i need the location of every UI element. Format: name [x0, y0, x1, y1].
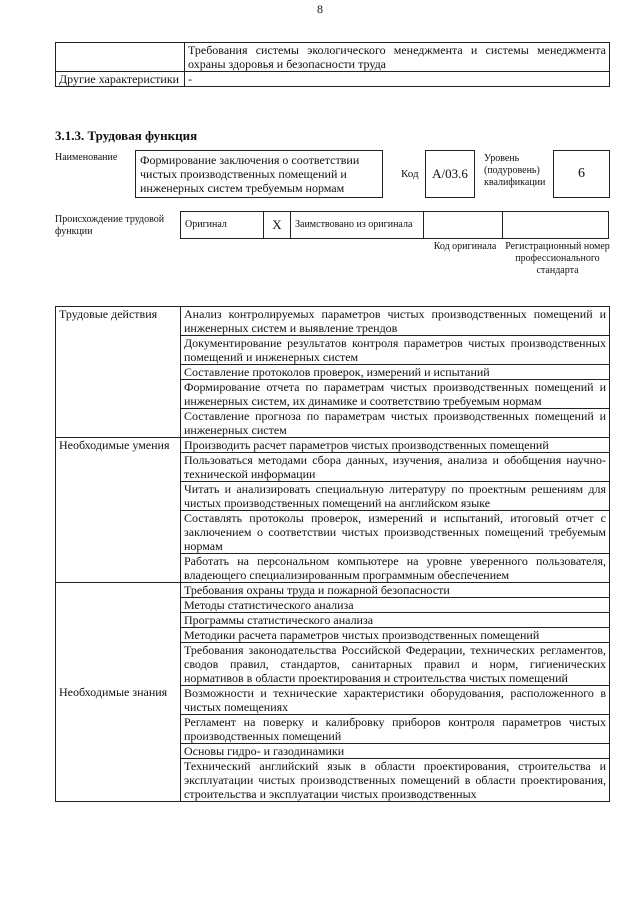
table-row	[56, 583, 610, 598]
original-mark: X	[264, 212, 291, 239]
table-cell-empty	[56, 43, 185, 72]
reg-caption: Регистрационный номер профессионального стандарта	[505, 241, 610, 276]
list-item: Основы гидро- и газодинамики	[181, 744, 610, 759]
list-item: Возможности и технические характеристики оборудования, расположенного в чистых помещениях	[181, 686, 610, 715]
list-item: Требования законодательства Российской Федерации, технических регламентов, сводов правил, стандартов, санитарных правил и норм, гигиенических нормативов в области проектирования и строительства чистых помещений	[181, 643, 610, 686]
function-name-box: Формирование заключения о соответствии чистых производственных помещений и инженерных систем требуемым нормам	[135, 150, 383, 198]
table-row	[56, 482, 610, 511]
list-item: Составлять протоколы проверок, измерений и испытаний, итоговый отчет с заключением о соответствии чистых производственных помещений требуемым нормам	[181, 511, 610, 554]
list-item: Регламент на поверку и калибровку приборов контроля параметров чистых производственных помещений	[181, 715, 610, 744]
borrowed-label: Заимствовано из оригинала	[291, 212, 424, 239]
list-item: Требования охраны труда и пожарной безопасности	[181, 583, 610, 598]
list-item: Технический английский язык в области проектирования, строительства и эксплуатации чистых производственных помещений в области проектирования, строительства и эксплуатации чистых производственных	[181, 759, 610, 802]
table-row	[181, 212, 609, 239]
table-row	[56, 438, 610, 453]
list-item: Документирование результатов контроля параметров чистых производственных помещений и инженерных систем	[181, 336, 610, 365]
table-row	[56, 72, 610, 87]
list-item: Читать и анализировать специальную литературу по проектным решениям для чистых производственных помещений на английском языке	[181, 482, 610, 511]
original-code-cell	[424, 212, 503, 239]
other-characteristics-value: -	[185, 72, 610, 87]
list-item: Программы статистического анализа	[181, 613, 610, 628]
list-item: Работать на персональном компьютере на уровне уверенного пользователя, владеющего специализированным программным обеспечением	[181, 554, 610, 583]
characteristics-table	[55, 42, 610, 87]
section-title: 3.1.3. Трудовая функция	[55, 128, 198, 143]
table-row	[56, 380, 610, 409]
table-row	[56, 409, 610, 438]
category-skills: Необходимые умения	[56, 438, 181, 453]
list-item: Методы статистического анализа	[181, 598, 610, 613]
list-item: Анализ контролируемых параметров чистых производственных помещений и инженерных систем и выявление трендов	[181, 307, 610, 336]
code-caption: Код оригинала	[433, 241, 497, 252]
table-row	[56, 453, 610, 482]
requirements-cell: Требования системы экологического менеджмента и системы менеджмента охраны здоровья и безопасности труда	[185, 43, 610, 72]
page-number: 8	[317, 2, 323, 16]
level-value-box: 6	[553, 150, 610, 198]
code-label: Код	[401, 168, 419, 180]
list-item: Производить расчет параметров чистых производственных помещений	[181, 438, 610, 453]
origin-table	[180, 211, 609, 239]
reg-number-cell	[503, 212, 609, 239]
list-item: Формирование отчета по параметрам чистых производственных помещений и инженерных систем, их динамике и соответствию требуемым нормам	[181, 380, 610, 409]
list-item: Методики расчета параметров чистых производственных помещений	[181, 628, 610, 643]
list-item: Составление прогноза по параметрам чистых производственных помещений и инженерных систем	[181, 409, 610, 438]
code-value-box: А/03.6	[425, 150, 475, 198]
function-details-table	[55, 306, 610, 802]
list-item: Составление протоколов проверок, измерений и испытаний	[181, 365, 610, 380]
level-label: Уровень (подуровень) квалификации	[484, 153, 546, 188]
table-row	[56, 336, 610, 365]
original-label: Оригинал	[181, 212, 264, 239]
table-row	[56, 43, 610, 72]
table-row	[56, 511, 610, 554]
other-characteristics-label: Другие характеристики	[56, 72, 185, 87]
table-row	[56, 365, 610, 380]
name-label: Наименование	[55, 152, 118, 163]
table-row	[56, 307, 610, 336]
table-row	[56, 554, 610, 583]
list-item: Пользоваться методами сбора данных, изучения, анализа и обобщения научно-технической информации	[181, 453, 610, 482]
origin-label: Происхождение трудовой функции	[55, 214, 165, 237]
category-knowledge: Необходимые знания	[56, 583, 181, 802]
category-labor-actions: Трудовые действия	[56, 307, 181, 336]
